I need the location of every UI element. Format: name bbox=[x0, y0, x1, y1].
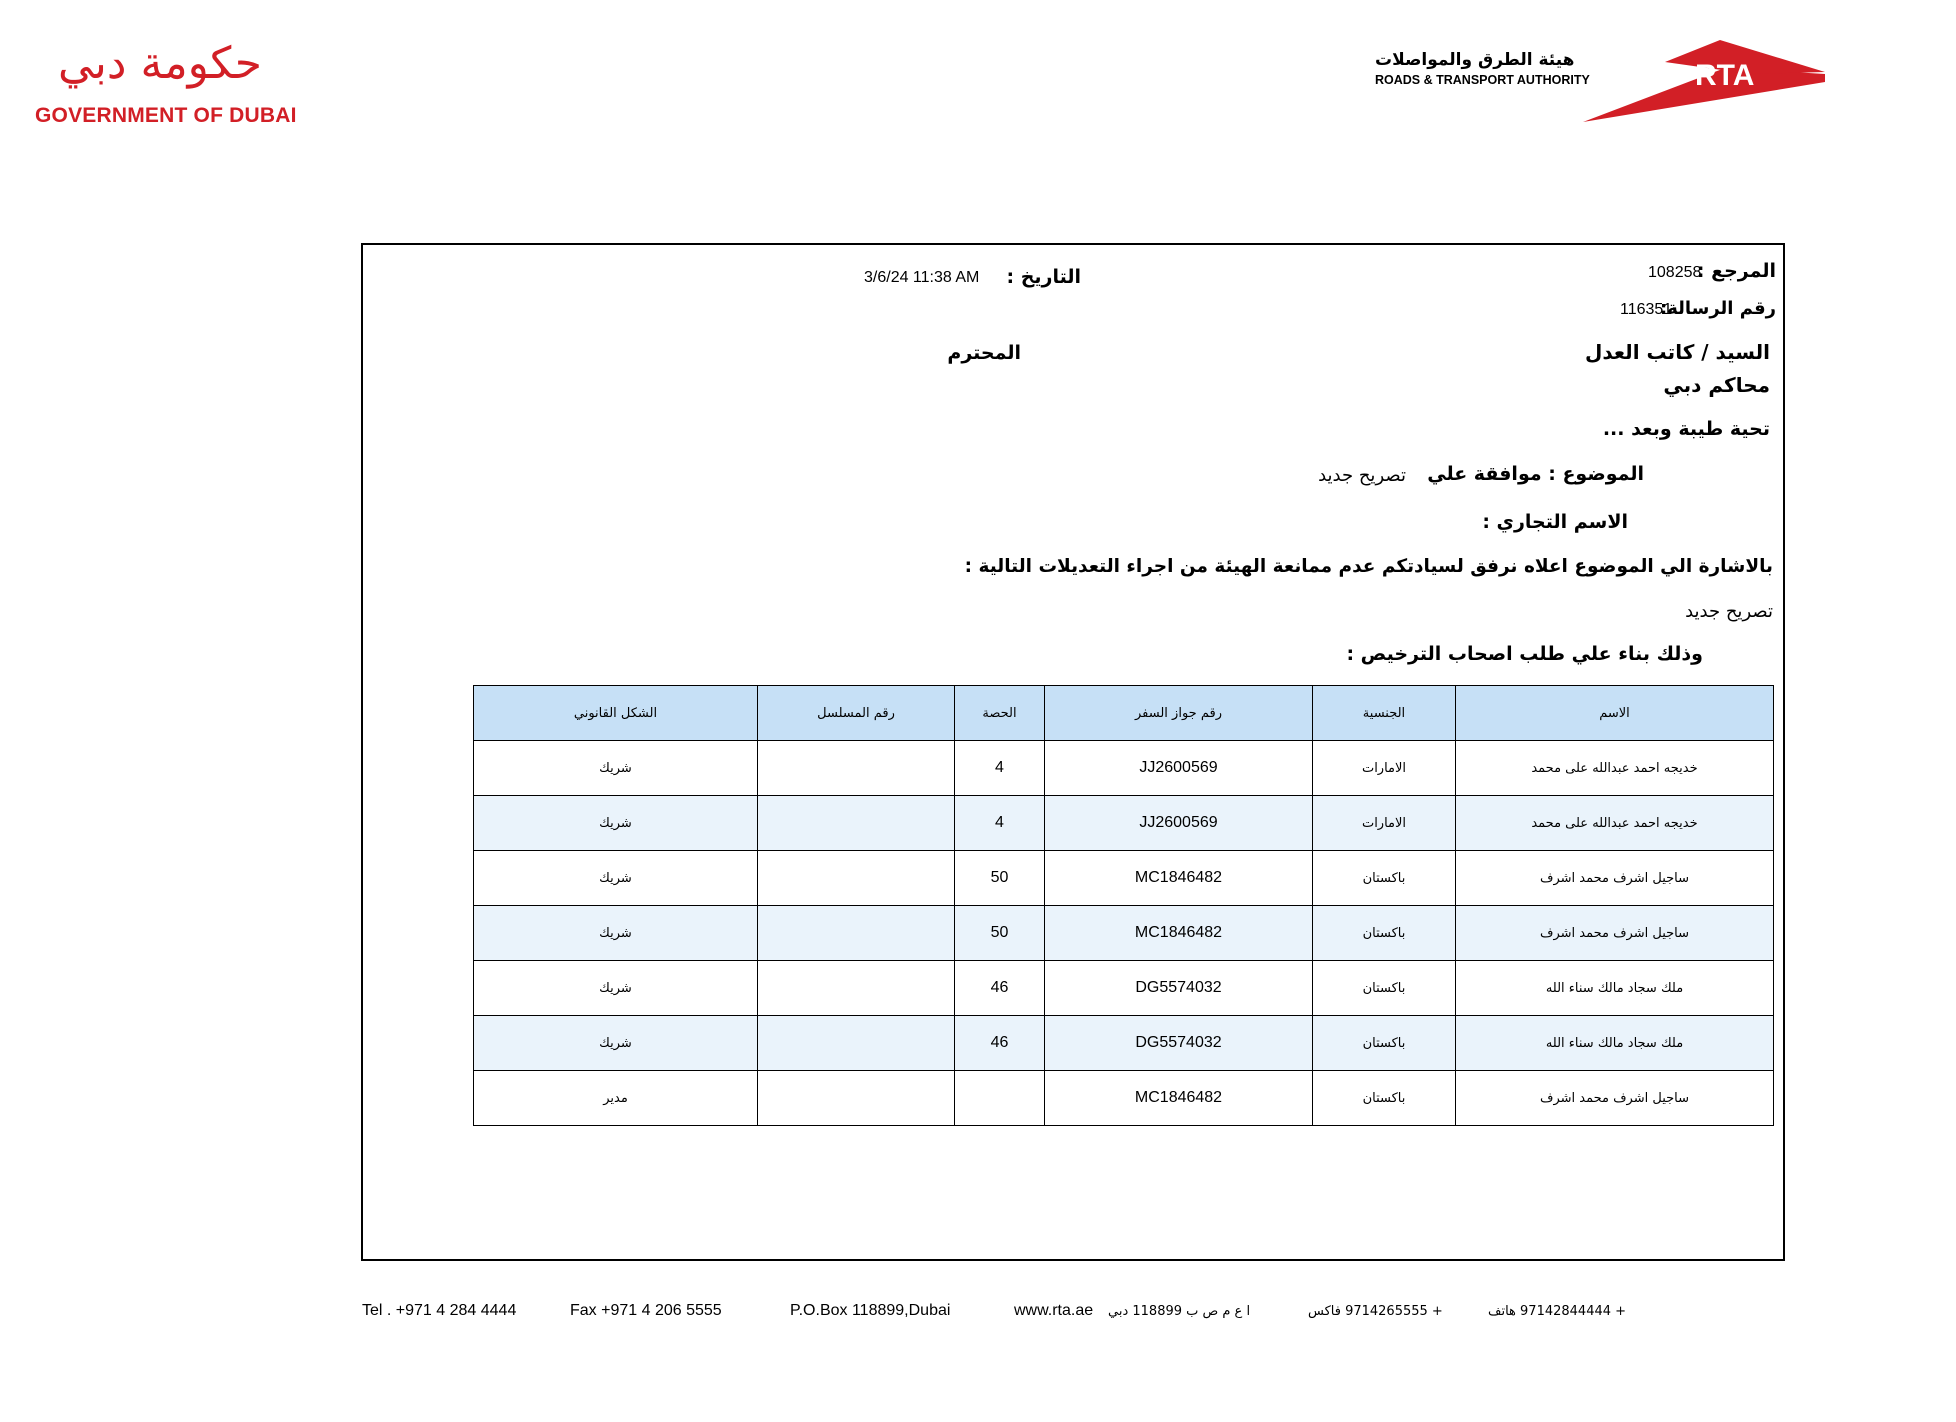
rta-logo bbox=[1370, 40, 1830, 130]
table-row bbox=[474, 906, 1774, 961]
rta-triangle-icon bbox=[1370, 40, 1830, 130]
header-passport: رقم جواز السفر bbox=[1045, 686, 1313, 741]
based-on-line: وذلك بناء علي طلب اصحاب الترخيص : bbox=[1346, 643, 1703, 665]
cell-serial bbox=[758, 1016, 955, 1071]
header-serial: رقم المسلسل bbox=[758, 686, 955, 741]
message-number-value: 116351 bbox=[1620, 301, 1673, 318]
government-of-dubai-logo bbox=[30, 30, 300, 130]
cell-nationality: باكستان bbox=[1313, 1016, 1456, 1071]
table-row bbox=[474, 961, 1774, 1016]
cell-serial bbox=[758, 796, 955, 851]
rta-name-arabic: هيئة الطرق والمواصلات bbox=[1375, 50, 1575, 70]
cell-legal-form: شريك bbox=[474, 961, 758, 1016]
license-holders-table bbox=[473, 685, 1774, 1126]
table-header-row bbox=[474, 686, 1774, 741]
cell-nationality: باكستان bbox=[1313, 851, 1456, 906]
footer-ar-fax: + 9714265555 فاكس bbox=[1308, 1304, 1443, 1319]
footer-ar-pobox: ا ع م ص ب 118899 دبي bbox=[1108, 1304, 1251, 1319]
cell-passport: DG5574032 bbox=[1045, 1016, 1313, 1071]
body-line: بالاشارة الي الموضوع اعلاه نرفق لسيادتكم عدم ممانعة الهيئة من اجراء التعديلات التالية : bbox=[964, 556, 1773, 577]
cell-name: ملك سجاد مالك سناء الله bbox=[1456, 961, 1774, 1016]
cell-legal-form: مدير bbox=[474, 1071, 758, 1126]
addressee: السيد / كاتب العدل bbox=[1584, 340, 1770, 364]
cell-share: 46 bbox=[955, 961, 1045, 1016]
cell-legal-form: شريك bbox=[474, 741, 758, 796]
cell-name: ساجيل اشرف محمد اشرف bbox=[1456, 906, 1774, 961]
cell-passport: MC1846482 bbox=[1045, 851, 1313, 906]
rta-name-english: ROADS & TRANSPORT AUTHORITY bbox=[1375, 73, 1590, 87]
cell-passport: DG5574032 bbox=[1045, 961, 1313, 1016]
cell-nationality: الامارات bbox=[1313, 741, 1456, 796]
header-name: الاسم bbox=[1456, 686, 1774, 741]
date-value: 3/6/24 11:38 AM bbox=[864, 269, 980, 286]
cell-serial bbox=[758, 741, 955, 796]
cell-serial bbox=[758, 961, 955, 1016]
footer-tel: Tel . +971 4 284 4444 bbox=[362, 1302, 517, 1319]
footer-website: www.rta.ae bbox=[1014, 1302, 1094, 1319]
cell-name: خديجه احمد عبدالله على محمد bbox=[1456, 796, 1774, 851]
header-share: الحصة bbox=[955, 686, 1045, 741]
cell-share: 4 bbox=[955, 796, 1045, 851]
table-row bbox=[474, 796, 1774, 851]
subject-label: الموضوع : موافقة علي bbox=[1427, 463, 1644, 485]
cell-legal-form: شريك bbox=[474, 851, 758, 906]
modification-type: تصريح جديد bbox=[1685, 601, 1773, 622]
cell-passport: JJ2600569 bbox=[1045, 796, 1313, 851]
cell-passport: MC1846482 bbox=[1045, 1071, 1313, 1126]
cell-name: ملك سجاد مالك سناء الله bbox=[1456, 1016, 1774, 1071]
cell-share: 46 bbox=[955, 1016, 1045, 1071]
cell-share: 50 bbox=[955, 851, 1045, 906]
subject-value: تصريح جديد bbox=[1318, 465, 1406, 486]
table-row bbox=[474, 741, 1774, 796]
footer-pobox: P.O.Box 118899,Dubai bbox=[790, 1302, 951, 1319]
gov-logo-arabic: حكومة دبي bbox=[58, 38, 262, 89]
header-legal-form: الشكل القانوني bbox=[474, 686, 758, 741]
cell-serial bbox=[758, 851, 955, 906]
reference-value: 108258 bbox=[1648, 264, 1702, 281]
table-row bbox=[474, 851, 1774, 906]
cell-name: ساجيل اشرف محمد اشرف bbox=[1456, 1071, 1774, 1126]
table-row bbox=[474, 1071, 1774, 1126]
court-name: محاكم دبي bbox=[1663, 373, 1770, 397]
cell-passport: JJ2600569 bbox=[1045, 741, 1313, 796]
date-label: التاريخ : bbox=[1006, 266, 1081, 288]
footer-fax: Fax +971 4 206 5555 bbox=[570, 1302, 722, 1319]
rta-mark: RTA bbox=[1695, 59, 1755, 92]
cell-share: 50 bbox=[955, 906, 1045, 961]
trade-name-label: الاسم التجاري : bbox=[1482, 511, 1628, 533]
cell-serial bbox=[758, 1071, 955, 1126]
cell-nationality: باكستان bbox=[1313, 906, 1456, 961]
footer-ar-tel: + 97142844444 هاتف bbox=[1488, 1304, 1627, 1319]
greeting: تحية طيبة وبعد ... bbox=[1602, 418, 1770, 440]
cell-legal-form: شريك bbox=[474, 1016, 758, 1071]
cell-nationality: باكستان bbox=[1313, 961, 1456, 1016]
cell-share: 4 bbox=[955, 741, 1045, 796]
cell-name: خديجه احمد عبدالله على محمد bbox=[1456, 741, 1774, 796]
cell-name: ساجيل اشرف محمد اشرف bbox=[1456, 851, 1774, 906]
cell-nationality: الامارات bbox=[1313, 796, 1456, 851]
gov-logo-english: GOVERNMENT OF DUBAI bbox=[35, 104, 297, 127]
cell-legal-form: شريك bbox=[474, 796, 758, 851]
cell-legal-form: شريك bbox=[474, 906, 758, 961]
reference-label: المرجع : bbox=[1696, 260, 1776, 282]
cell-nationality: باكستان bbox=[1313, 1071, 1456, 1126]
cell-share bbox=[955, 1071, 1045, 1126]
honorific: المحترم bbox=[947, 342, 1021, 364]
cell-passport: MC1846482 bbox=[1045, 906, 1313, 961]
cell-serial bbox=[758, 906, 955, 961]
table-row bbox=[474, 1016, 1774, 1071]
header-nationality: الجنسية bbox=[1313, 686, 1456, 741]
message-number-label: رقم الرسالة: bbox=[1660, 298, 1776, 319]
